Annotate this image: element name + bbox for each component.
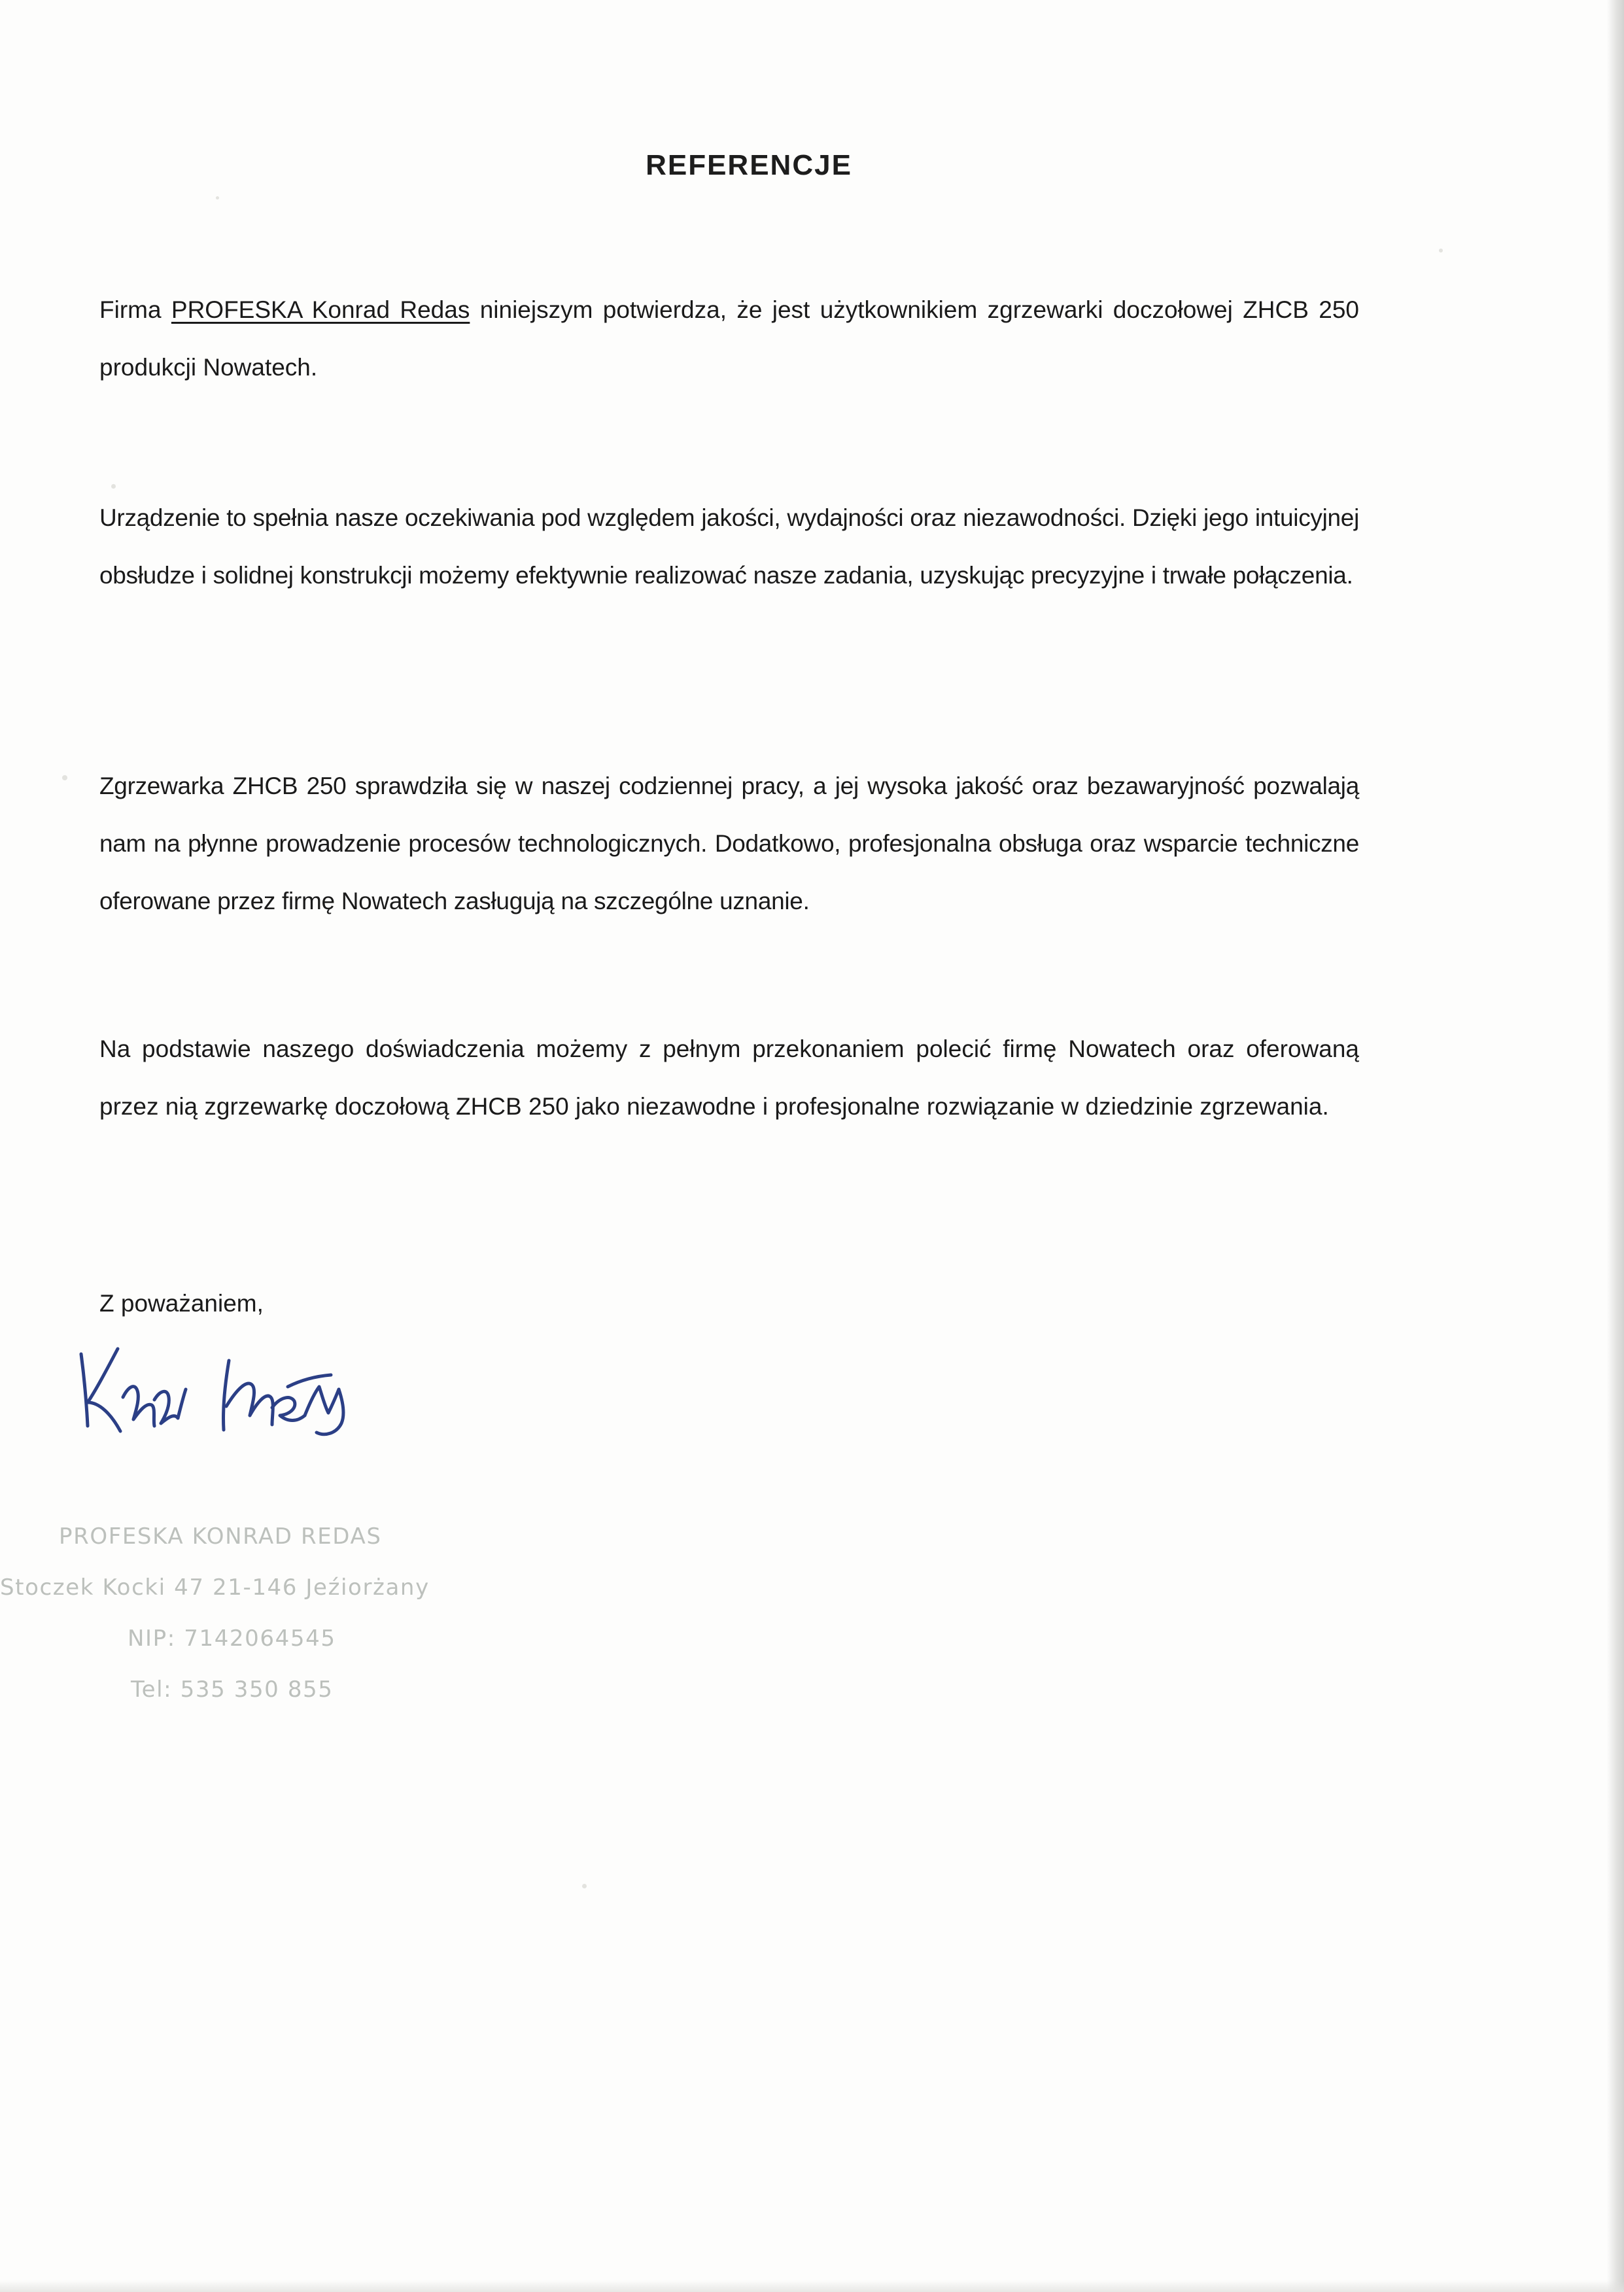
company-name: PROFESKA Konrad Redas [171, 296, 470, 323]
scan-edge-bottom [0, 2280, 1624, 2292]
scan-speck [111, 484, 116, 489]
scan-speck [62, 775, 67, 780]
paragraph-intro [99, 281, 1359, 396]
company-stamp [0, 1511, 589, 1715]
paragraph-intro-prefix: Firma [99, 296, 171, 323]
page-title: REFERENCJE [646, 149, 852, 181]
stamp-nip-line: NIP: 7142064545 [128, 1625, 336, 1652]
stamp-address-line: Stoczek Kocki 47 21-146 Jeźiorżany [0, 1574, 430, 1601]
paragraph-intro-suffix: niniejszym potwierdza, że jest użytkownikiem zgrzewarki doczołowej ZHCB 250 produkcji Nowatech. [99, 296, 1359, 381]
paragraph-recommendation: Na podstawie naszego doświadczenia możemy z pełnym przekonaniem polecić firmę Nowatech oraz oferowaną przez nią zgrzewarkę doczołową ZHCB 250 jako niezawodne i profesjonalne rozwiązanie w dziedzinie zgrzewania. [99, 1035, 1359, 1120]
paragraph-quality: Urządzenie to spełnia nasze oczekiwania pod względem jakości, wydajności oraz niezawodności. Dzięki jego intuicyjnej obsłudze i solidnej konstrukcji możemy efektywnie realizować nasze zadania, uzyskując precyzyjne i trwałe połączenia. [99, 504, 1359, 589]
scan-speck [582, 1884, 587, 1888]
scan-edge-right [1607, 0, 1624, 2292]
paragraph-experience: Zgrzewarka ZHCB 250 sprawdziła się w naszej codziennej pracy, a jej wysoka jakość oraz bezawaryjność pozwalają nam na płynne prowadzenie procesów technologicznych. Dodatkowo, profesjonalna obsługa oraz wsparcie techniczne oferowane przez firmę Nowatech zasługują na szczególne uznanie. [99, 773, 1359, 914]
signature [72, 1334, 412, 1459]
scan-speck [1439, 249, 1443, 252]
scan-speck [216, 196, 219, 200]
stamp-company-line: PROFESKA KONRAD REDAS [59, 1523, 382, 1550]
closing-line: Z poważaniem, [99, 1290, 264, 1317]
stamp-phone-line: Tel: 535 350 855 [131, 1676, 334, 1703]
